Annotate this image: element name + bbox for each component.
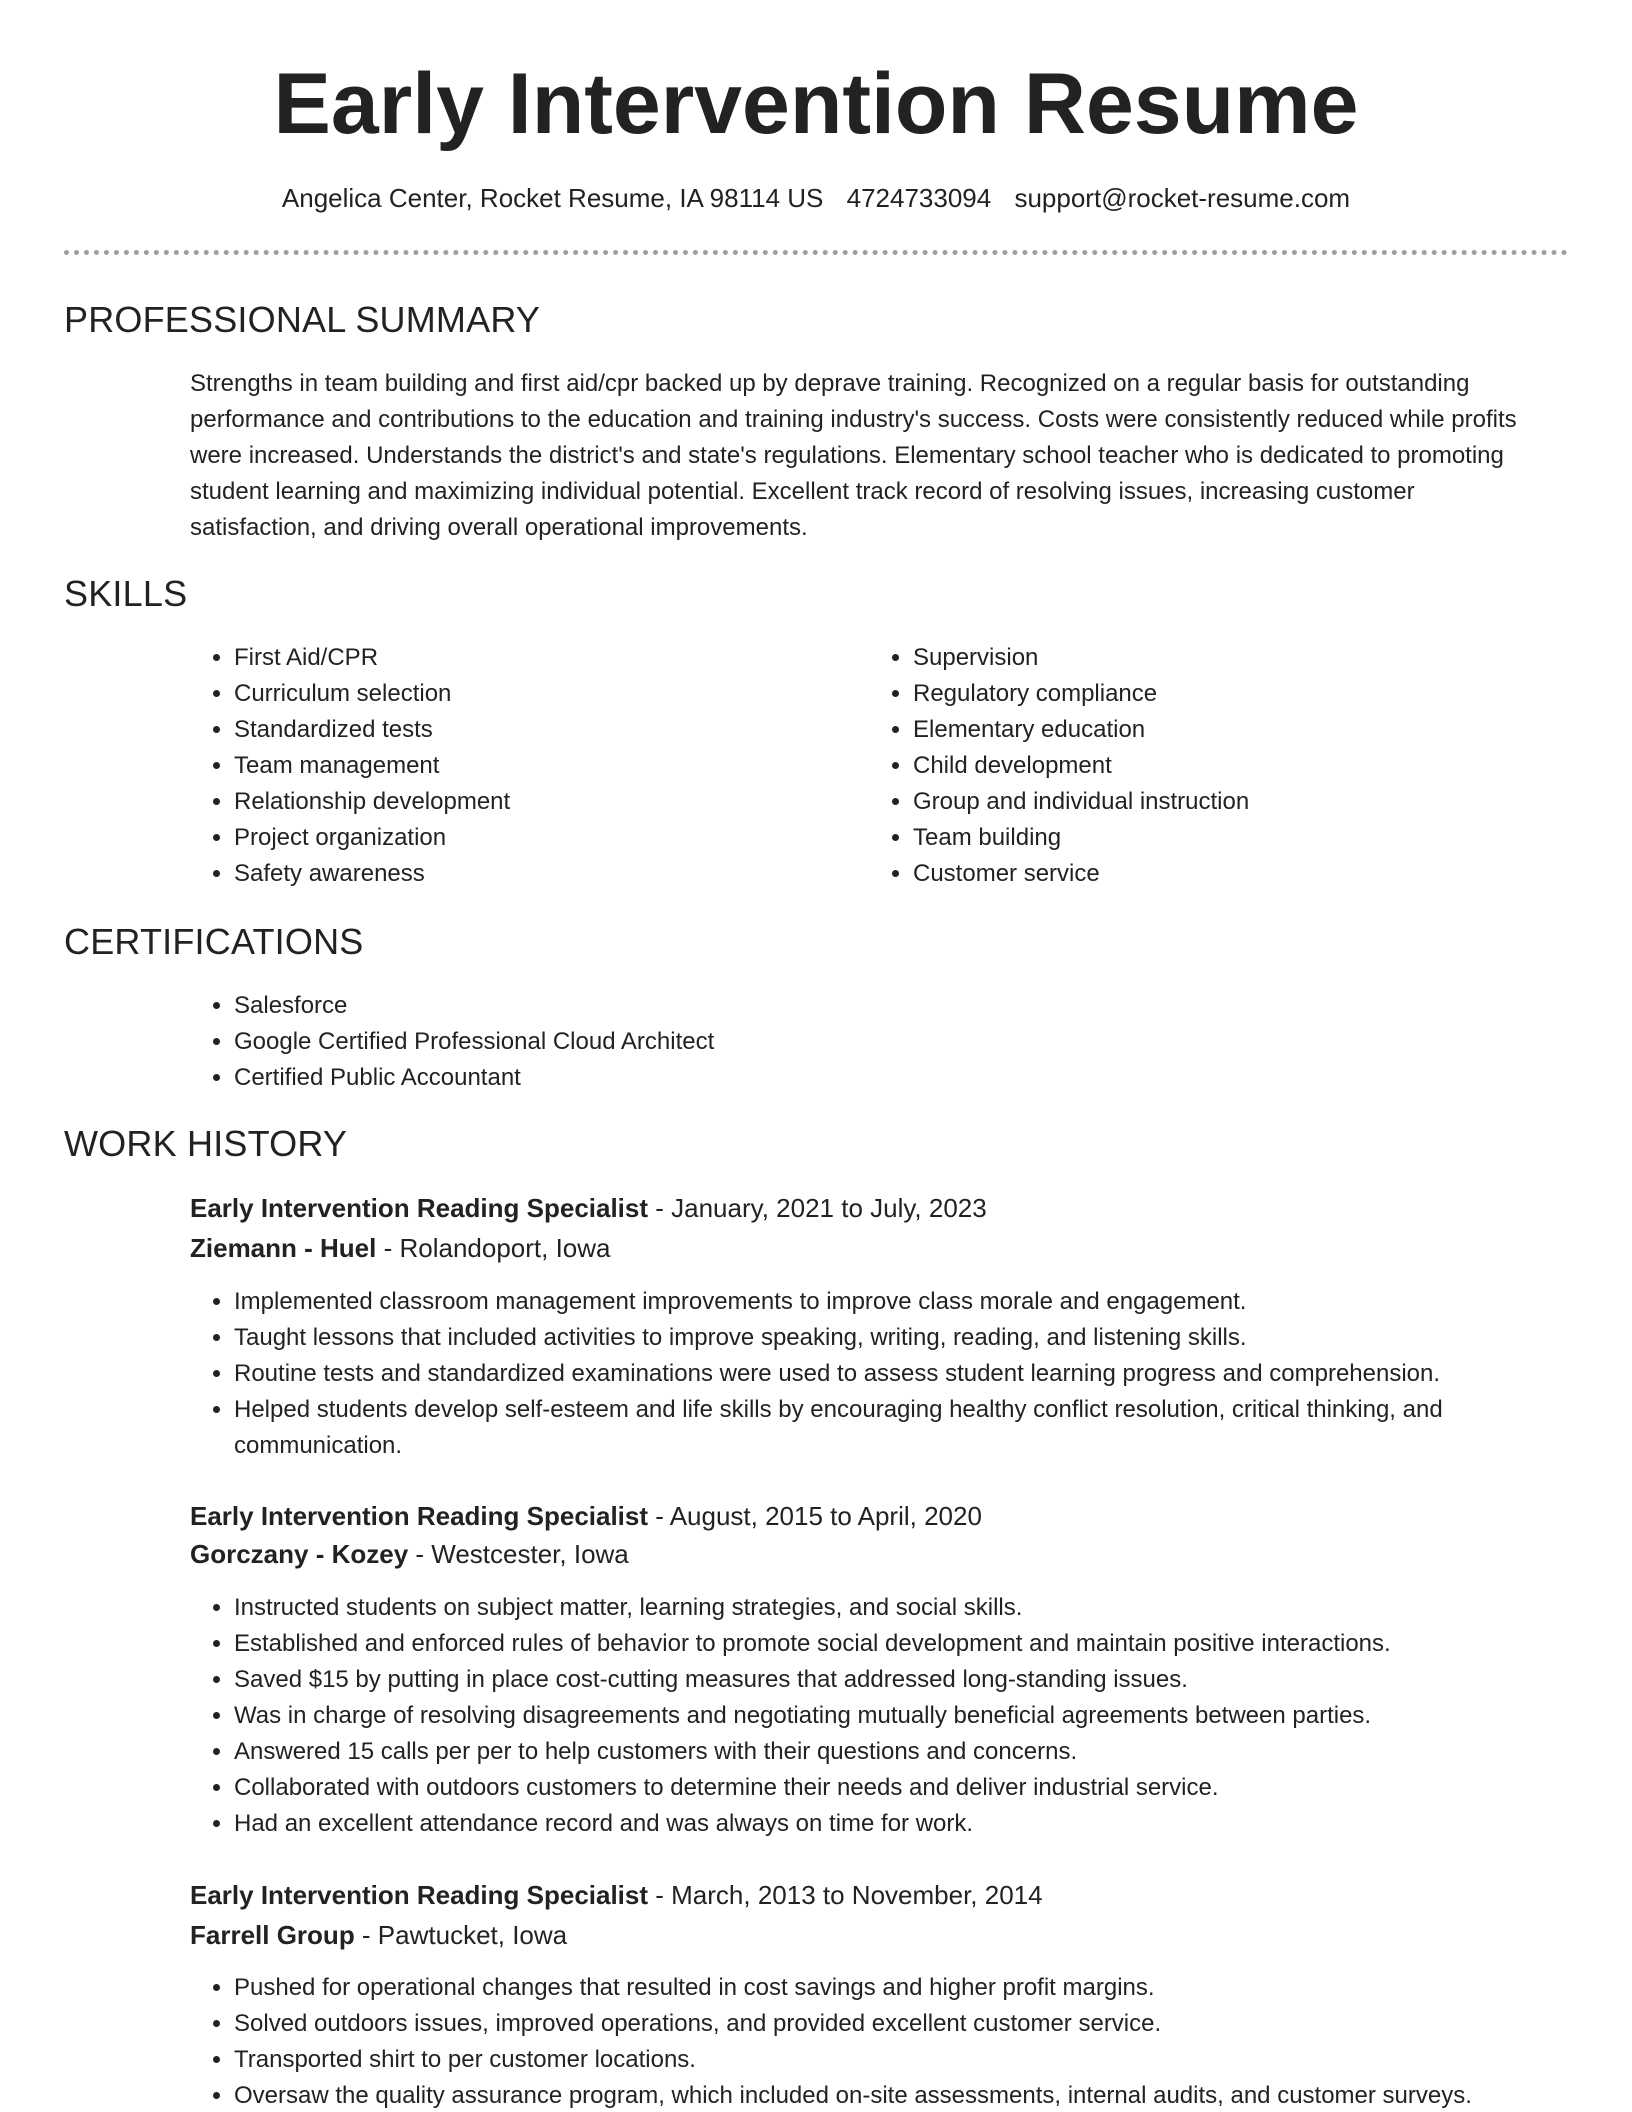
job-bullets: [190, 1590, 1530, 1842]
skill-item: • Regulatory compliance: [913, 676, 1509, 712]
certifications-list: [190, 988, 1530, 1096]
job-bullet: • Helped students develop self-esteem and life skills by encouraging healthy conflict resolution, critical thinking, and communication.: [234, 1392, 1530, 1464]
contact-line: [0, 180, 1632, 216]
resume-title: Early Intervention Resume: [273, 56, 1359, 152]
job-dates: - January, 2021 to July, 2023: [648, 1193, 987, 1223]
skills-heading: SKILLS: [64, 573, 188, 614]
job-bullet: • Taught lessons that included activities to improve speaking, writing, reading, and listening skills.: [234, 1320, 1530, 1356]
job-location: - Pawtucket, Iowa: [354, 1920, 568, 1950]
job-bullet: • Oversaw the quality assurance program, which included on-site assessments, internal audits, and customer surveys.: [234, 2078, 1530, 2112]
job-bullet: • Established and enforced rules of behavior to promote social development and maintain positive interactions.: [234, 1626, 1530, 1662]
skill-item: • Project organization: [234, 820, 830, 856]
skill-item: • Team management: [234, 748, 830, 784]
job-bullet: • Instructed students on subject matter, learning strategies, and social skills.: [234, 1590, 1530, 1626]
job-bullet: • Routine tests and standardized examinations were used to assess student learning progress and comprehension.: [234, 1356, 1530, 1392]
skill-item: • Standardized tests: [234, 712, 830, 748]
job-title-line: [190, 1190, 987, 1226]
summary-heading: PROFESSIONAL SUMMARY: [64, 299, 541, 340]
job-company-line: [190, 1917, 567, 1953]
certification-item: • Certified Public Accountant: [234, 1060, 1530, 1096]
job-company: Farrell Group: [190, 1920, 355, 1950]
job-location: - Rolandoport, Iowa: [376, 1233, 611, 1263]
job-bullet: • Pushed for operational changes that resulted in cost savings and higher profit margins.: [234, 1970, 1530, 2006]
job-bullets: [190, 1970, 1530, 2112]
job-bullet: • Implemented classroom management improvements to improve class morale and engagement.: [234, 1284, 1530, 1320]
job-bullet: • Saved $15 by putting in place cost-cutting measures that addressed long-standing issues.: [234, 1662, 1530, 1698]
job-bullet: • Collaborated with outdoors customers to determine their needs and deliver industrial service.: [234, 1770, 1530, 1806]
job-role: Early Intervention Reading Specialist: [190, 1193, 649, 1223]
skill-item: • Team building: [913, 820, 1509, 856]
job-dates: - March, 2013 to November, 2014: [648, 1880, 1043, 1910]
skill-item: • Customer service: [913, 856, 1509, 892]
skills-list-left: [190, 640, 830, 892]
job-role: Early Intervention Reading Specialist: [190, 1880, 649, 1910]
job-bullet: • Transported shirt to per customer locations.: [234, 2042, 1530, 2078]
contact-address: Angelica Center, Rocket Resume, IA 98114 US: [281, 183, 824, 213]
skills-list-right: [869, 640, 1509, 892]
work-history-heading: WORK HISTORY: [64, 1123, 348, 1164]
job-company-line: [190, 1230, 611, 1266]
skill-item: • Group and individual instruction: [913, 784, 1509, 820]
skill-item: • Supervision: [913, 640, 1509, 676]
skill-item: • Child development: [913, 748, 1509, 784]
job-title-line: [190, 1498, 982, 1534]
job-company-line: [190, 1536, 629, 1572]
certification-item: • Google Certified Professional Cloud Architect: [234, 1024, 1530, 1060]
job-dates: - August, 2015 to April, 2020: [648, 1501, 982, 1531]
certifications-heading: CERTIFICATIONS: [64, 921, 364, 962]
skill-item: • First Aid/CPR: [234, 640, 830, 676]
job-location: - Westcester, Iowa: [408, 1539, 629, 1569]
summary-text: Strengths in team building and first aid/cpr backed up by deprave training. Recognized on a regular basis for outstanding performance and contributions to the education and training industry's success. Costs were consistently reduced while profits were increased. Understands the district's and state's regulations. Elementary school teacher who is dedicated to promoting student learning and maximizing individual potential. Excellent track record of resolving issues, increasing customer satisfaction, and driving overall operational improvements.: [190, 370, 1517, 541]
job-bullet: • Solved outdoors issues, improved operations, and provided excellent customer service.: [234, 2006, 1530, 2042]
job-bullet: • Answered 15 calls per per to help customers with their questions and concerns.: [234, 1734, 1530, 1770]
skill-item: • Relationship development: [234, 784, 830, 820]
job-bullets: [190, 1284, 1530, 1464]
skill-item: • Safety awareness: [234, 856, 830, 892]
skill-item: • Elementary education: [913, 712, 1509, 748]
contact-phone: 4724733094: [846, 183, 992, 213]
contact-email: support@rocket-resume.com: [1014, 183, 1351, 213]
skill-item: • Curriculum selection: [234, 676, 830, 712]
job-role: Early Intervention Reading Specialist: [190, 1501, 649, 1531]
job-company: Gorczany - Kozey: [190, 1539, 409, 1569]
certification-item: • Salesforce: [234, 988, 1530, 1024]
job-bullet: • Had an excellent attendance record and was always on time for work.: [234, 1806, 1530, 1842]
job-title-line: [190, 1877, 1043, 1913]
job-bullet: • Was in charge of resolving disagreements and negotiating mutually beneficial agreements between parties.: [234, 1698, 1530, 1734]
header-divider: [64, 250, 1568, 255]
job-company: Ziemann - Huel: [190, 1233, 377, 1263]
